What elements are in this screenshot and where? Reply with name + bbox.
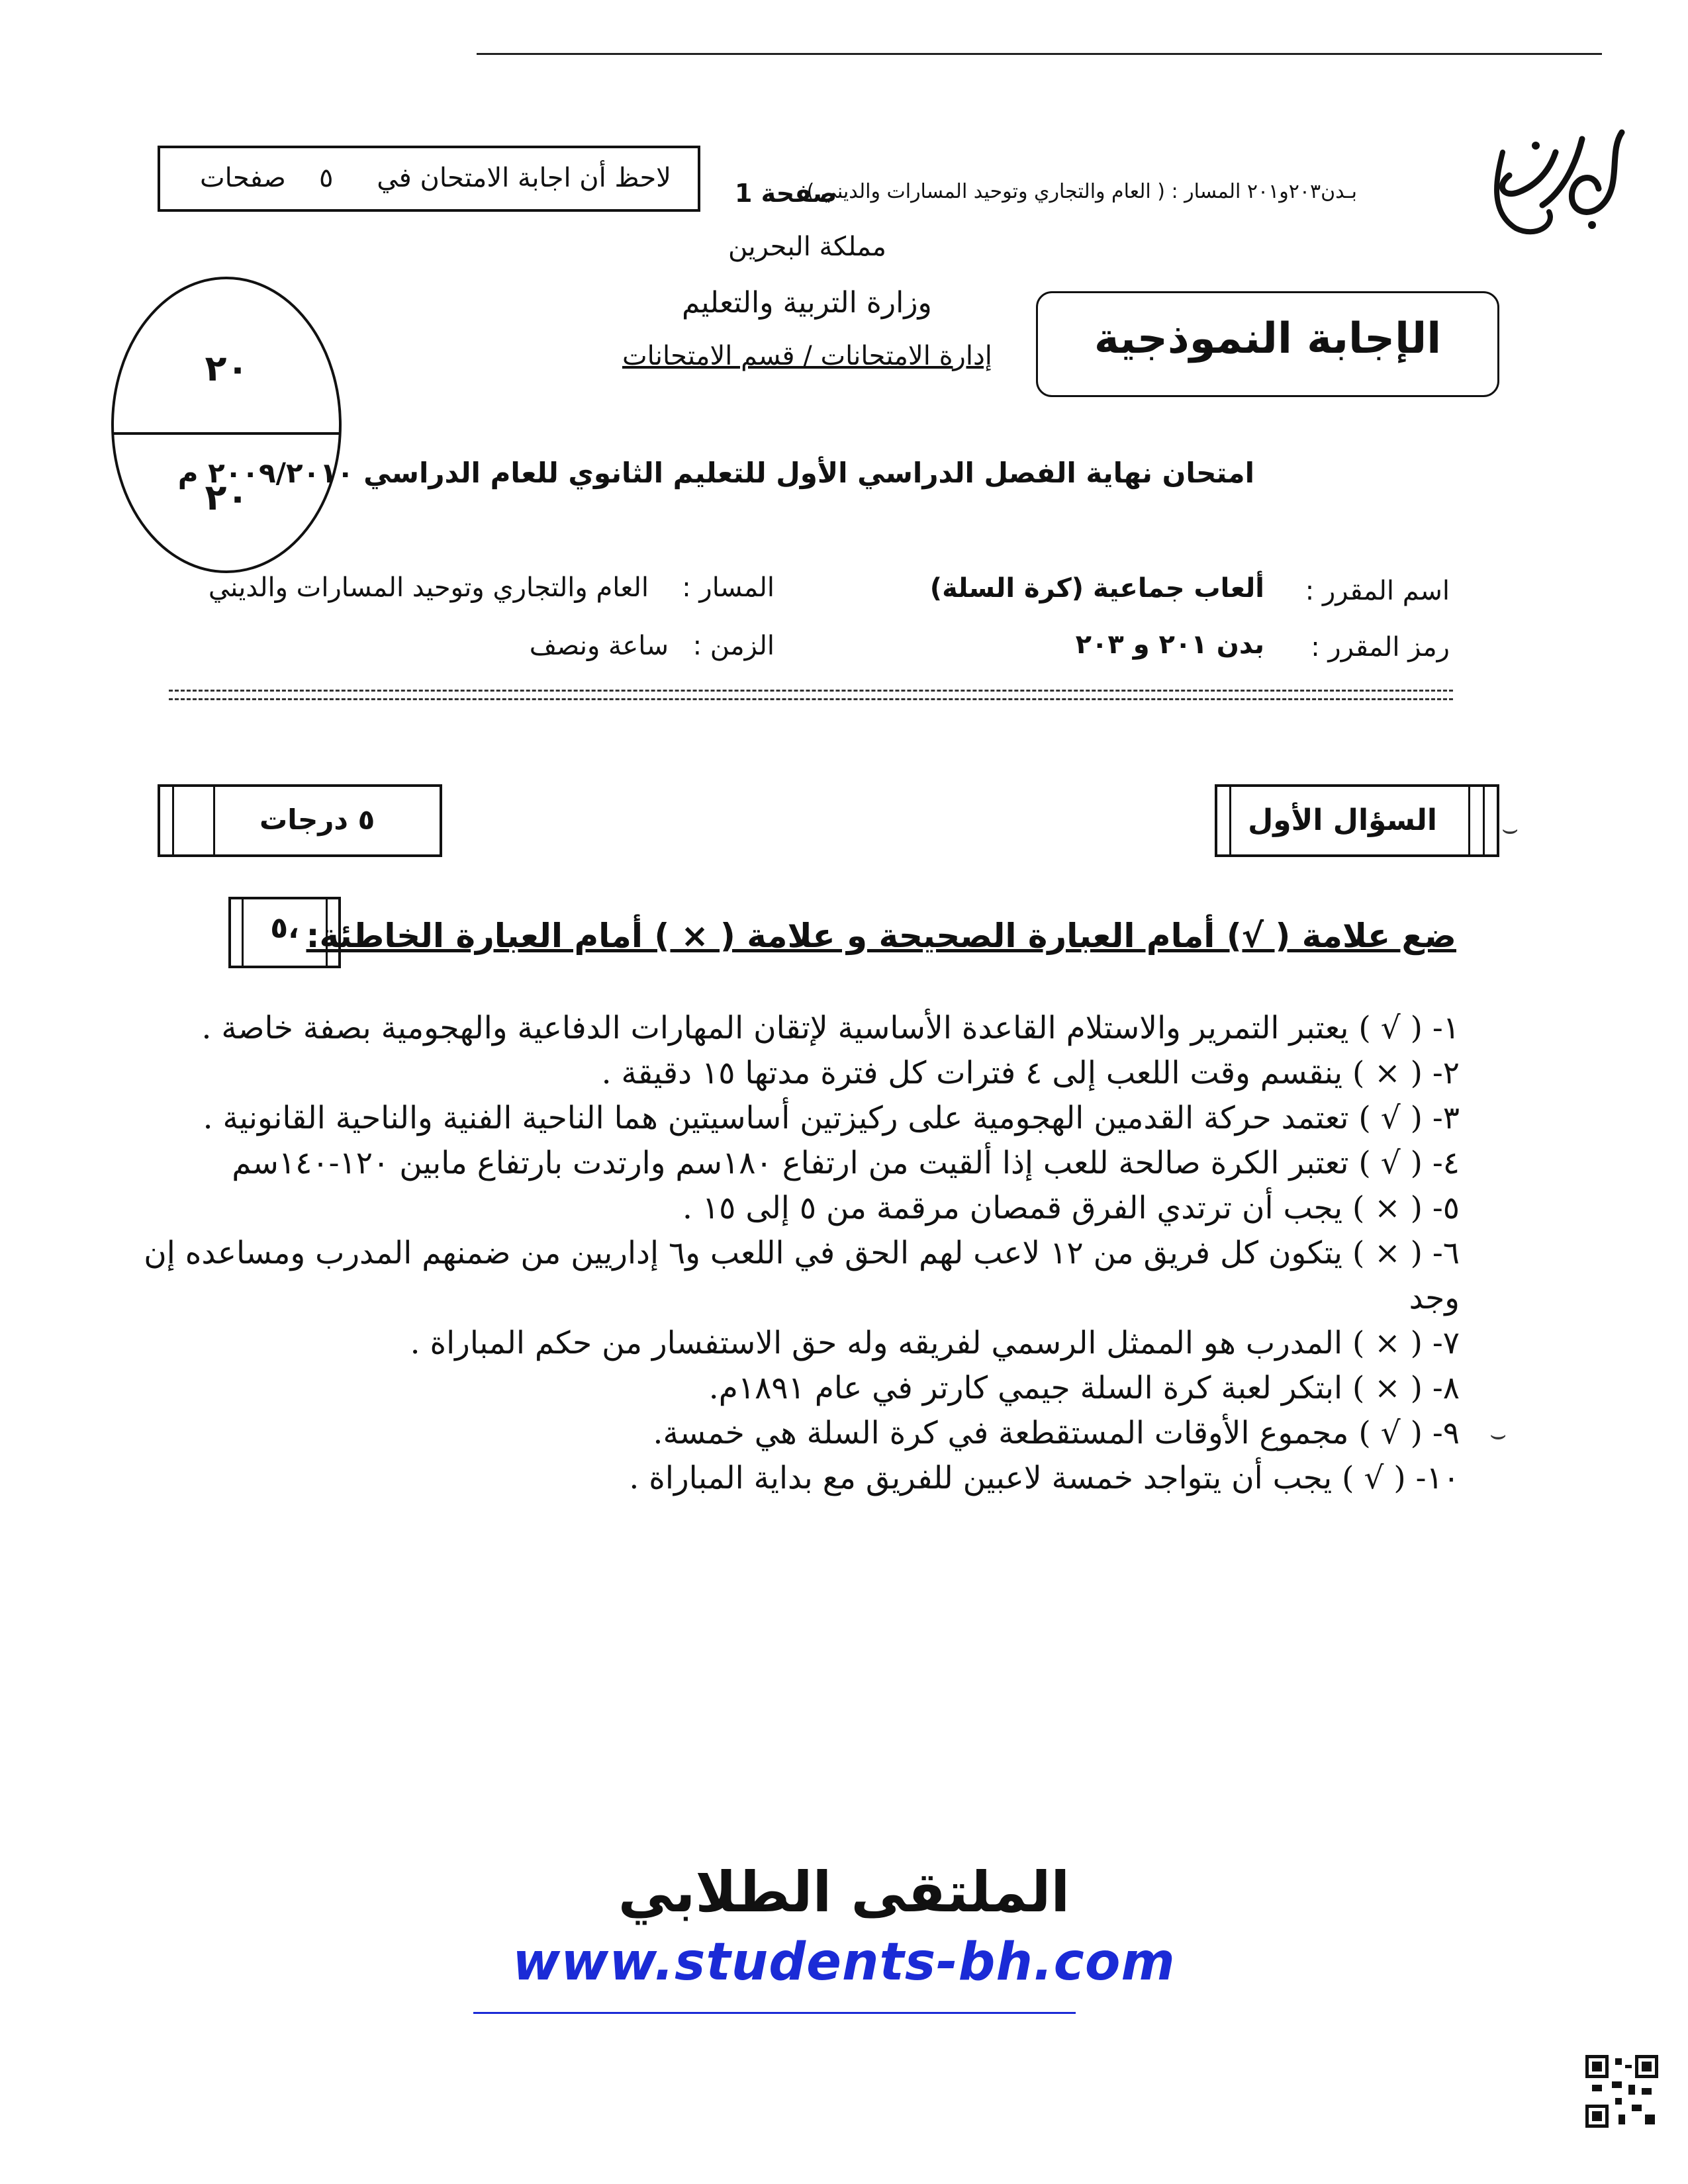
course-name-label: اسم المقرر : [1305,576,1450,606]
qr-code-icon [1585,2055,1658,2128]
track-label: المسار : [682,572,774,603]
question-title-box [1215,784,1499,857]
note-prefix: لاحظ أن اجابة الامتحان في [377,163,671,193]
course-code-label: رمز المقرر : [1311,632,1450,662]
box-line [172,787,174,854]
top-rule [477,53,1602,55]
page-count-note [158,146,700,212]
answer-mark: × [1374,1235,1401,1271]
course-code-value: بدن ٢٠١ و ٢٠٣ [1075,629,1264,660]
model-answer-label: الإجابة النموذجية [1094,314,1442,363]
answer-mark: × [1374,1370,1401,1406]
list-item: ١٠- ( √ ) يجب أن يتواجد خمسة لاعبين للفريق مع بداية المباراة . [629,1460,1460,1496]
list-item: ٣- ( √ ) تعتمد حركة القدمين الهجومية على ركيزتين أساسيتين هما الناحية الفنية والناحية القانونية . [203,1100,1460,1136]
ministry-name: وزارة التربية والتعليم [682,286,932,320]
list-item: ٦- ( × ) يتكون كل فريق من ١٢ لاعب لهم الحق في اللعب و٦ إداريين من ضمنهم المدرب ومساعده إن وجد [144,1235,1460,1316]
question-points: ٥ درجات [259,803,375,836]
points-box [158,784,442,857]
list-item: ٤- ( √ ) تعتبر الكرة صالحة للعب إذا ألقيت من ارتفاع ١٨٠سم وارتدت بارتفاع مابين ١٢٠-١٤٠سم [232,1145,1460,1181]
margin-tick-mark: ⌣ [1489,1420,1507,1450]
exam-title: امتحان نهاية الفصل الدراسي الأول للتعليم الثانوي للعام الدراسي ٢٠٠٩/٢٠١٠ م [177,457,1254,489]
page-label: صفحة 1 [735,179,837,208]
footer-url-link[interactable]: www.students-bh.com [512,1933,1176,1992]
time-value: ساعة ونصف [529,631,669,661]
answer-mark: × [1374,1325,1401,1361]
question-items [136,1006,1460,1501]
track-value: العام والتجاري وتوحيد المسارات والديني [208,572,649,603]
question-instruction: ضع علامة ( √) أمام العبارة الصحيحة و علامة ( × ) أمام العبارة الخاطئة: [306,917,1456,955]
department-name: إدارة الامتحانات / قسم الامتحانات [622,341,992,371]
answer-mark: √ [1380,1100,1401,1136]
box-line [213,787,215,854]
footer-brand: الملتقى الطلابي [618,1860,1070,1925]
list-item: ١- ( √ ) يعتبر التمرير والاستلام القاعدة الأساسية لإتقان المهارات الدفاعية والهجومية بصفة خاصة . [201,1010,1460,1046]
answer-mark: × [1374,1190,1401,1226]
score-bottom: ٢٠ [205,477,249,518]
note-count: ٥ [319,163,334,193]
box-line [1229,787,1231,854]
list-item: ٧- ( × ) المدرب هو الممثل الرسمي لفريقه وله حق الاستفسار من حكم المباراة . [410,1325,1460,1361]
course-name-value: ألعاب جماعية (كرة السلة) [929,573,1264,604]
answer-mark: √ [1380,1415,1401,1451]
box-line [1468,787,1470,854]
separator-rule [169,690,1453,700]
answer-mark: √ [1380,1010,1401,1046]
kingdom-name: مملكة البحرين [728,232,886,262]
list-item: ٥- ( × ) يجب أن ترتدي الفرق قمصان مرقمة من ٥ إلى ١٥ . [682,1190,1460,1226]
score-circle [109,275,344,576]
answer-mark: √ [1364,1460,1384,1496]
box-line [1483,787,1485,854]
question-title: السؤال الأول [1248,803,1437,837]
answer-mark: × [1374,1055,1401,1091]
site-logo [1456,113,1642,245]
answer-mark: √ [1380,1145,1401,1181]
time-label: الزمن : [692,631,774,661]
awarded-mark: ٥، [270,911,299,945]
footer-rule [473,2012,1076,2014]
list-item: ٩- ( √ ) مجموع الأوقات المستقطعة في كرة السلة هي خمسة. [653,1415,1460,1451]
score-top: ٢٠ [205,347,249,389]
margin-tick-mark: ⌣ [1501,814,1519,844]
model-answer-box [1036,291,1499,397]
note-suffix: صفحات [200,163,286,193]
course-track-line: بـدن٢٠٣و٢٠١ المسار : ( العام والتجاري وتوحيد المسارات والديني ) [806,180,1357,203]
list-item: ٢- ( × ) ينقسم وقت اللعب إلى ٤ فترات كل فترة مدتها ١٥ دقيقة . [601,1055,1460,1091]
list-item: ٨- ( × ) ابتكر لعبة كرة السلة جيمي كارتر في عام ١٨٩١م. [708,1370,1460,1406]
